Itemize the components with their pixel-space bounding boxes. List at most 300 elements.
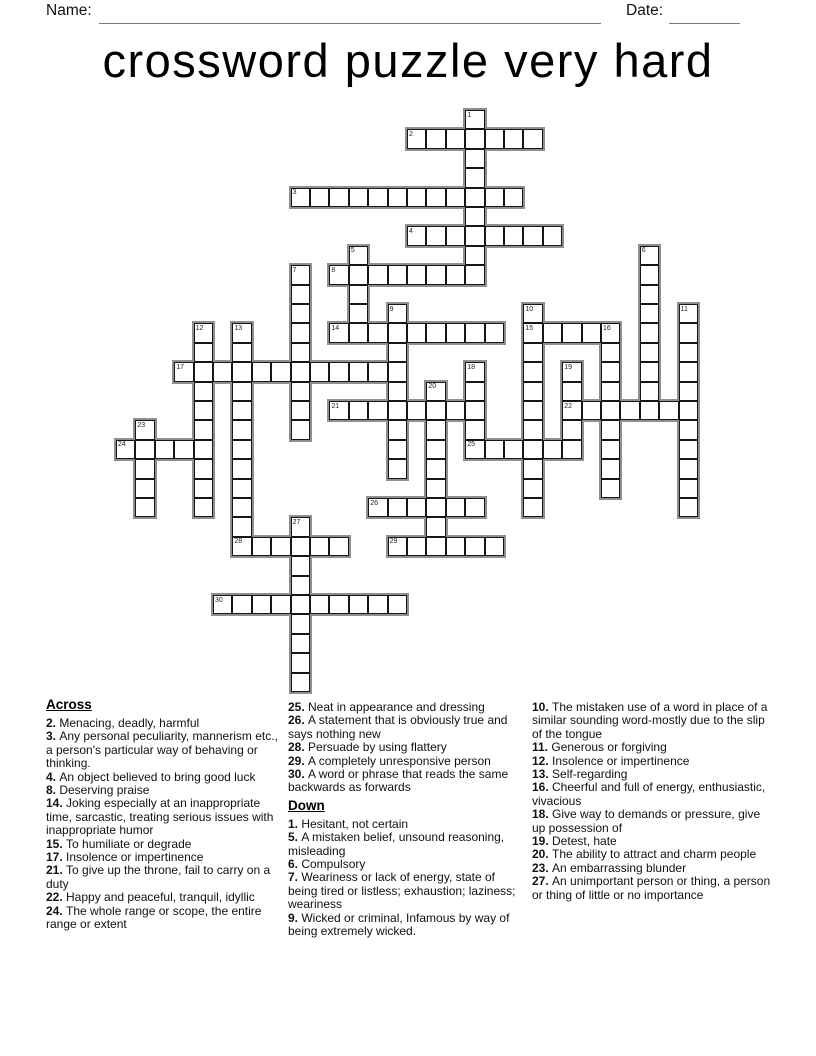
grid-cell-14-27[interactable] bbox=[640, 382, 659, 401]
grid-cell-22-7[interactable] bbox=[252, 537, 271, 556]
grid-cell-17-20[interactable] bbox=[504, 440, 523, 459]
grid-cell-15-16[interactable] bbox=[426, 401, 445, 420]
grid-cell-8-17[interactable] bbox=[446, 265, 465, 284]
grid-cell-15-4[interactable] bbox=[194, 401, 213, 420]
grid-cell-3-18[interactable] bbox=[465, 168, 484, 187]
grid-cell-5-18[interactable] bbox=[465, 207, 484, 226]
grid-cell-1-21[interactable] bbox=[523, 129, 542, 148]
clue-number-15: 15 bbox=[525, 324, 534, 332]
grid-cell-15-25[interactable] bbox=[601, 401, 620, 420]
clue-down-16-text: Cheerful and full of energy, enthusiastic, vivacious bbox=[532, 780, 766, 808]
grid-cell-19-29[interactable] bbox=[679, 479, 698, 498]
grid-cell-8-16[interactable] bbox=[426, 265, 445, 284]
clue-across-3-text: Any personal peculiarity, mannerism etc., a person's particular way of behaving or thinking. bbox=[46, 729, 278, 771]
grid-cell-23-9[interactable] bbox=[291, 556, 310, 575]
clue-across-17-number: 17. bbox=[46, 850, 67, 865]
grid-cell-1-20[interactable] bbox=[504, 129, 523, 148]
clue-across-26-number: 26. bbox=[288, 713, 309, 728]
grid-cell-15-18[interactable] bbox=[465, 401, 484, 420]
grid-cell-12-21[interactable] bbox=[523, 343, 542, 362]
grid-cell-4-15[interactable] bbox=[407, 188, 426, 207]
clue-down-20-text: The ability to attract and charm people bbox=[552, 847, 757, 862]
grid-cell-1-18[interactable] bbox=[465, 129, 484, 148]
grid-cell-17-25[interactable] bbox=[601, 440, 620, 459]
grid-cell-15-14[interactable] bbox=[388, 401, 407, 420]
clue-across-26 bbox=[288, 714, 516, 741]
clue-number-20: 20 bbox=[428, 383, 437, 391]
grid-cell-14-21[interactable] bbox=[523, 382, 542, 401]
clue-across-15-number: 15. bbox=[46, 836, 67, 851]
grid-cell-6-20[interactable] bbox=[504, 226, 523, 245]
grid-cell-17-19[interactable] bbox=[485, 440, 504, 459]
grid-cell-9-12[interactable] bbox=[349, 285, 368, 304]
grid-cell-22-8[interactable] bbox=[271, 537, 290, 556]
grid-cell-16-21[interactable] bbox=[523, 420, 542, 439]
grid-cell-14-9[interactable] bbox=[291, 382, 310, 401]
grid-cell-25-14[interactable] bbox=[388, 595, 407, 614]
clue-across-3 bbox=[46, 730, 279, 770]
clue-down-9 bbox=[288, 912, 516, 939]
grid-cell-9-27[interactable] bbox=[640, 285, 659, 304]
clue-down-1-text: Hesitant, not certain bbox=[301, 816, 409, 831]
grid-cell-25-10[interactable] bbox=[310, 595, 329, 614]
clue-across-29-number: 29. bbox=[288, 753, 309, 768]
grid-cell-28-9[interactable] bbox=[291, 653, 310, 672]
grid-cell-25-8[interactable] bbox=[271, 595, 290, 614]
clue-across-26-text: A statement that is obviously true and says nothing new bbox=[288, 713, 508, 741]
grid-cell-4-14[interactable] bbox=[388, 188, 407, 207]
grid-cell-18-6[interactable] bbox=[232, 459, 251, 478]
clue-down-11-text: Generous or forgiving bbox=[551, 740, 667, 755]
clue-down-5-text: A mistaken belief, unsound reasoning, misleading bbox=[288, 830, 505, 858]
clue-number-5: 5 bbox=[350, 247, 355, 255]
clue-number-4: 4 bbox=[409, 227, 413, 235]
grid-cell-15-21[interactable] bbox=[523, 401, 542, 420]
grid-cell-20-16[interactable] bbox=[426, 498, 445, 517]
grid-cell-17-3[interactable] bbox=[174, 440, 193, 459]
grid-cell-11-18[interactable] bbox=[465, 323, 484, 342]
grid-cell-15-9[interactable] bbox=[291, 401, 310, 420]
grid-cell-6-22[interactable] bbox=[543, 226, 562, 245]
grid-cell-8-14[interactable] bbox=[388, 265, 407, 284]
grid-cell-11-19[interactable] bbox=[485, 323, 504, 342]
clue-across-24-text: The whole range or scope, the entire range or extent bbox=[46, 903, 262, 932]
grid-cell-20-17[interactable] bbox=[446, 498, 465, 517]
clue-number-2: 2 bbox=[409, 130, 413, 138]
grid-cell-15-29[interactable] bbox=[679, 401, 698, 420]
grid-cell-13-25[interactable] bbox=[601, 362, 620, 381]
grid-cell-15-26[interactable] bbox=[620, 401, 639, 420]
grid-cell-8-27[interactable] bbox=[640, 265, 659, 284]
across-clue-list-1 bbox=[46, 717, 279, 932]
clue-across-28 bbox=[288, 741, 516, 754]
grid-cell-16-23[interactable] bbox=[562, 420, 581, 439]
across-heading: Across bbox=[46, 697, 92, 712]
clue-down-7 bbox=[288, 871, 516, 911]
grid-cell-13-5[interactable] bbox=[213, 362, 232, 381]
grid-cell-11-12[interactable] bbox=[349, 323, 368, 342]
grid-cell-15-6[interactable] bbox=[232, 401, 251, 420]
grid-cell-13-4[interactable] bbox=[194, 362, 213, 381]
grid-cell-4-11[interactable] bbox=[329, 188, 348, 207]
grid-cell-14-23[interactable] bbox=[562, 382, 581, 401]
grid-cell-15-15[interactable] bbox=[407, 401, 426, 420]
grid-cell-17-14[interactable] bbox=[388, 440, 407, 459]
grid-cell-8-12[interactable] bbox=[349, 265, 368, 284]
clue-number-13: 13 bbox=[234, 324, 243, 332]
grid-cell-12-9[interactable] bbox=[291, 343, 310, 362]
grid-cell-6-18[interactable] bbox=[465, 226, 484, 245]
clue-number-18: 18 bbox=[467, 363, 475, 371]
down-clue-list-1 bbox=[288, 818, 516, 939]
grid-cell-13-21[interactable] bbox=[523, 362, 542, 381]
clue-down-13-number: 13. bbox=[532, 767, 553, 782]
clue-across-14 bbox=[46, 797, 279, 837]
grid-cell-13-11[interactable] bbox=[329, 362, 348, 381]
grid-cell-15-13[interactable] bbox=[368, 401, 387, 420]
clue-down-7-number: 7. bbox=[288, 870, 302, 885]
grid-cell-6-21[interactable] bbox=[523, 226, 542, 245]
page-title: crossword puzzle very hard bbox=[102, 34, 714, 87]
grid-cell-10-27[interactable] bbox=[640, 304, 659, 323]
grid-cell-16-16[interactable] bbox=[426, 420, 445, 439]
clue-down-10-number: 10. bbox=[532, 700, 553, 714]
grid-cell-20-21[interactable] bbox=[523, 498, 542, 517]
grid-cell-13-13[interactable] bbox=[368, 362, 387, 381]
clue-number-7: 7 bbox=[292, 266, 297, 274]
clue-down-20-number: 20. bbox=[532, 847, 553, 862]
clue-across-25-text: Neat in appearance and dressing bbox=[308, 700, 485, 714]
clue-number-28: 28 bbox=[234, 538, 243, 546]
grid-cell-11-17[interactable] bbox=[446, 323, 465, 342]
grid-cell-11-27[interactable] bbox=[640, 323, 659, 342]
grid-cell-17-22[interactable] bbox=[543, 440, 562, 459]
clue-down-12 bbox=[532, 755, 772, 768]
grid-cell-29-9[interactable] bbox=[291, 673, 310, 692]
clue-down-19-number: 19. bbox=[532, 834, 553, 849]
grid-cell-13-29[interactable] bbox=[679, 362, 698, 381]
grid-cell-20-4[interactable] bbox=[194, 498, 213, 517]
down-clue-list-2 bbox=[532, 701, 772, 902]
clue-down-20 bbox=[532, 848, 772, 861]
clue-down-1 bbox=[288, 818, 516, 831]
grid-cell-14-6[interactable] bbox=[232, 382, 251, 401]
grid-cell-14-4[interactable] bbox=[194, 382, 213, 401]
clue-down-16-number: 16. bbox=[532, 780, 553, 795]
clue-down-19 bbox=[532, 835, 772, 848]
grid-cell-22-18[interactable] bbox=[465, 537, 484, 556]
clue-down-18-text: Give way to demands or pressure, give up possession of bbox=[532, 807, 761, 835]
grid-cell-22-17[interactable] bbox=[446, 537, 465, 556]
grid-cell-14-29[interactable] bbox=[679, 382, 698, 401]
clue-down-12-number: 12. bbox=[532, 753, 553, 768]
clue-number-10: 10 bbox=[525, 305, 534, 313]
clue-down-9-text: Wicked or criminal, Infamous by way of being extremely wicked. bbox=[288, 910, 510, 939]
grid-cell-18-1[interactable] bbox=[135, 459, 154, 478]
grid-cell-15-24[interactable] bbox=[582, 401, 601, 420]
clue-number-29: 29 bbox=[389, 538, 398, 546]
grid-cell-13-14[interactable] bbox=[388, 362, 407, 381]
clue-across-4-text: An object believed to bring good luck bbox=[59, 769, 256, 784]
grid-cell-18-4[interactable] bbox=[194, 459, 213, 478]
clue-number-25: 25 bbox=[467, 441, 475, 449]
clue-down-27 bbox=[532, 875, 772, 902]
grid-cell-22-19[interactable] bbox=[485, 537, 504, 556]
grid-cell-20-1[interactable] bbox=[135, 498, 154, 517]
grid-cell-6-19[interactable] bbox=[485, 226, 504, 245]
grid-cell-12-29[interactable] bbox=[679, 343, 698, 362]
grid-cell-19-4[interactable] bbox=[194, 479, 213, 498]
grid-cell-11-9[interactable] bbox=[291, 323, 310, 342]
clue-across-25 bbox=[288, 701, 516, 714]
clue-down-19-text: Detest, hate bbox=[552, 834, 617, 849]
clue-across-29-text: A completely unresponsive person bbox=[308, 753, 491, 768]
grid-cell-25-9[interactable] bbox=[291, 595, 310, 614]
grid-cell-11-16[interactable] bbox=[426, 323, 445, 342]
grid-cell-4-13[interactable] bbox=[368, 188, 387, 207]
grid-cell-2-18[interactable] bbox=[465, 149, 484, 168]
grid-cell-19-1[interactable] bbox=[135, 479, 154, 498]
clue-number-3: 3 bbox=[292, 189, 297, 197]
grid-cell-17-16[interactable] bbox=[426, 440, 445, 459]
grid-cell-21-16[interactable] bbox=[426, 517, 445, 536]
clue-across-25-number: 25. bbox=[288, 700, 309, 714]
grid-cell-8-15[interactable] bbox=[407, 265, 426, 284]
grid-cell-11-24[interactable] bbox=[582, 323, 601, 342]
grid-cell-20-15[interactable] bbox=[407, 498, 426, 517]
clue-across-14-number: 14. bbox=[46, 796, 67, 811]
clue-across-2-number: 2. bbox=[46, 716, 60, 730]
grid-cell-26-9[interactable] bbox=[291, 614, 310, 633]
grid-cell-11-23[interactable] bbox=[562, 323, 581, 342]
clue-across-22-number: 22. bbox=[46, 890, 67, 905]
clue-down-6 bbox=[288, 858, 516, 871]
clue-across-22-text: Happy and peaceful, tranquil, idyllic bbox=[66, 890, 255, 905]
grid-cell-21-6[interactable] bbox=[232, 517, 251, 536]
grid-cell-8-18[interactable] bbox=[465, 265, 484, 284]
clue-across-28-text: Persuade by using flattery bbox=[308, 740, 447, 755]
clue-number-16: 16 bbox=[603, 324, 611, 332]
grid-cell-16-25[interactable] bbox=[601, 420, 620, 439]
grid-cell-13-8[interactable] bbox=[271, 362, 290, 381]
grid-cell-15-17[interactable] bbox=[446, 401, 465, 420]
clue-number-12: 12 bbox=[195, 324, 204, 332]
clue-across-4 bbox=[46, 771, 279, 784]
grid-cell-17-1[interactable] bbox=[135, 440, 154, 459]
clue-across-30-text: A word or phrase that reads the same backwards as forwards bbox=[288, 767, 509, 795]
grid-cell-8-13[interactable] bbox=[368, 265, 387, 284]
clue-number-6: 6 bbox=[641, 247, 646, 255]
grid-cell-14-25[interactable] bbox=[601, 382, 620, 401]
clue-across-28-number: 28. bbox=[288, 740, 309, 755]
grid-cell-12-6[interactable] bbox=[232, 343, 251, 362]
grid-cell-18-14[interactable] bbox=[388, 459, 407, 478]
clue-across-8-text: Deserving praise bbox=[59, 783, 150, 798]
grid-cell-4-18[interactable] bbox=[465, 188, 484, 207]
clue-down-23-text: An embarrassing blunder bbox=[552, 860, 687, 875]
grid-cell-12-14[interactable] bbox=[388, 343, 407, 362]
clue-down-27-text: An unimportant person or thing, a person or thing of little or no importance bbox=[532, 874, 771, 902]
grid-cell-19-16[interactable] bbox=[426, 479, 445, 498]
grid-cell-15-28[interactable] bbox=[659, 401, 678, 420]
grid-cell-20-29[interactable] bbox=[679, 498, 698, 517]
clue-across-2 bbox=[46, 717, 279, 730]
clue-down-7-text: Weariness or lack of energy, state of being tired or listless; exhaustion; laziness; weariness bbox=[288, 870, 516, 912]
clue-across-21 bbox=[46, 864, 279, 891]
clue-down-11-number: 11. bbox=[532, 740, 552, 755]
grid-cell-25-7[interactable] bbox=[252, 595, 271, 614]
grid-cell-25-6[interactable] bbox=[232, 595, 251, 614]
clue-across-8-number: 8. bbox=[46, 783, 60, 798]
grid-cell-1-19[interactable] bbox=[485, 129, 504, 148]
clue-across-24 bbox=[46, 905, 279, 932]
grid-cell-13-9[interactable] bbox=[291, 362, 310, 381]
clue-down-5-number: 5. bbox=[288, 830, 302, 845]
clue-down-10-text: The mistaken use of a word in place of a similar sounding word-mostly due to the slip of the tongue bbox=[532, 700, 768, 741]
clue-across-17-text: Insolence or impertinence bbox=[66, 850, 204, 865]
grid-cell-6-16[interactable] bbox=[426, 226, 445, 245]
grid-cell-22-11[interactable] bbox=[329, 537, 348, 556]
grid-cell-22-16[interactable] bbox=[426, 537, 445, 556]
grid-cell-13-6[interactable] bbox=[232, 362, 251, 381]
date-label: Date: bbox=[626, 2, 664, 19]
grid-cell-4-10[interactable] bbox=[310, 188, 329, 207]
clue-down-16 bbox=[532, 781, 772, 808]
clue-down-6-number: 6. bbox=[288, 857, 302, 872]
clue-down-11 bbox=[532, 741, 772, 754]
grid-cell-27-9[interactable] bbox=[291, 634, 310, 653]
grid-cell-20-6[interactable] bbox=[232, 498, 251, 517]
clue-across-15 bbox=[46, 838, 279, 851]
grid-cell-17-6[interactable] bbox=[232, 440, 251, 459]
grid-cell-10-12[interactable] bbox=[349, 304, 368, 323]
grid-cell-25-13[interactable] bbox=[368, 595, 387, 614]
grid-cell-19-25[interactable] bbox=[601, 479, 620, 498]
grid-cell-13-10[interactable] bbox=[310, 362, 329, 381]
clue-number-22: 22 bbox=[564, 402, 572, 410]
grid-cell-22-10[interactable] bbox=[310, 537, 329, 556]
clue-across-3-number: 3. bbox=[46, 729, 60, 744]
clue-across-30 bbox=[288, 768, 516, 795]
grid-cell-1-17[interactable] bbox=[446, 129, 465, 148]
grid-cell-15-12[interactable] bbox=[349, 401, 368, 420]
grid-cell-18-29[interactable] bbox=[679, 459, 698, 478]
grid-cell-16-14[interactable] bbox=[388, 420, 407, 439]
clue-number-1: 1 bbox=[467, 111, 472, 119]
clue-across-29 bbox=[288, 755, 516, 768]
grid-cell-19-6[interactable] bbox=[232, 479, 251, 498]
grid-cell-17-29[interactable] bbox=[679, 440, 698, 459]
clue-number-9: 9 bbox=[389, 305, 394, 313]
clue-across-30-number: 30. bbox=[288, 767, 309, 782]
clue-number-17: 17 bbox=[176, 363, 184, 371]
grid-cell-16-18[interactable] bbox=[465, 420, 484, 439]
grid-cell-12-27[interactable] bbox=[640, 343, 659, 362]
clue-down-23 bbox=[532, 862, 772, 875]
across-clue-list-2 bbox=[288, 701, 516, 795]
clue-number-26: 26 bbox=[370, 499, 378, 507]
clue-across-17 bbox=[46, 851, 279, 864]
grid-cell-25-12[interactable] bbox=[349, 595, 368, 614]
clues-column-2 bbox=[288, 701, 516, 939]
grid-cell-4-12[interactable] bbox=[349, 188, 368, 207]
clue-down-13 bbox=[532, 768, 772, 781]
clue-across-4-number: 4. bbox=[46, 769, 60, 784]
grid-cell-16-6[interactable] bbox=[232, 420, 251, 439]
grid-cell-11-29[interactable] bbox=[679, 323, 698, 342]
grid-cell-9-9[interactable] bbox=[291, 285, 310, 304]
grid-cell-4-20[interactable] bbox=[504, 188, 523, 207]
grid-cell-11-13[interactable] bbox=[368, 323, 387, 342]
clues-column-1 bbox=[46, 697, 279, 932]
grid-cell-13-12[interactable] bbox=[349, 362, 368, 381]
grid-cell-24-9[interactable] bbox=[291, 576, 310, 595]
grid-cell-4-16[interactable] bbox=[426, 188, 445, 207]
name-label: Name: bbox=[46, 2, 92, 19]
grid-cell-18-25[interactable] bbox=[601, 459, 620, 478]
grid-cell-11-22[interactable] bbox=[543, 323, 562, 342]
grid-cell-1-16[interactable] bbox=[426, 129, 445, 148]
clue-number-23: 23 bbox=[137, 421, 146, 429]
grid-cell-12-4[interactable] bbox=[194, 343, 213, 362]
grid-cell-10-9[interactable] bbox=[291, 304, 310, 323]
clue-down-1-number: 1. bbox=[288, 816, 302, 831]
clue-across-22 bbox=[46, 891, 279, 904]
grid-cell-4-17[interactable] bbox=[446, 188, 465, 207]
grid-cell-17-21[interactable] bbox=[523, 440, 542, 459]
clue-down-6-text: Compulsory bbox=[301, 857, 366, 872]
grid-cell-20-18[interactable] bbox=[465, 498, 484, 517]
grid-cell-19-21[interactable] bbox=[523, 479, 542, 498]
grid-cell-17-23[interactable] bbox=[562, 440, 581, 459]
clue-down-27-number: 27. bbox=[532, 874, 553, 889]
clue-across-24-number: 24. bbox=[46, 903, 67, 918]
grid-cell-15-27[interactable] bbox=[640, 401, 659, 420]
grid-cell-17-2[interactable] bbox=[155, 440, 174, 459]
grid-cell-14-18[interactable] bbox=[465, 382, 484, 401]
grid-cell-11-14[interactable] bbox=[388, 323, 407, 342]
clue-across-15-text: To humiliate or degrade bbox=[66, 836, 192, 851]
grid-cell-20-14[interactable] bbox=[388, 498, 407, 517]
grid-cell-13-27[interactable] bbox=[640, 362, 659, 381]
grid-cell-7-18[interactable] bbox=[465, 246, 484, 265]
clue-down-5 bbox=[288, 831, 516, 858]
clues-column-3 bbox=[532, 701, 772, 902]
grid-cell-22-15[interactable] bbox=[407, 537, 426, 556]
grid-cell-25-11[interactable] bbox=[329, 595, 348, 614]
clue-number-21: 21 bbox=[331, 402, 340, 410]
grid-cell-6-17[interactable] bbox=[446, 226, 465, 245]
grid-cell-16-29[interactable] bbox=[679, 420, 698, 439]
grid-cell-13-7[interactable] bbox=[252, 362, 271, 381]
clue-across-14-text: Joking especially at an inappropriate time, sarcastic, treating serious issues with inappropriate humor bbox=[46, 796, 274, 838]
clue-down-18 bbox=[532, 808, 772, 835]
clue-number-19: 19 bbox=[564, 363, 572, 371]
grid-cell-16-4[interactable] bbox=[194, 420, 213, 439]
clue-number-11: 11 bbox=[680, 305, 688, 313]
grid-cell-22-9[interactable] bbox=[291, 537, 310, 556]
grid-cell-4-19[interactable] bbox=[485, 188, 504, 207]
grid-cell-16-9[interactable] bbox=[291, 420, 310, 439]
grid-cell-18-21[interactable] bbox=[523, 459, 542, 478]
grid-cell-11-15[interactable] bbox=[407, 323, 426, 342]
down-heading: Down bbox=[288, 797, 325, 813]
grid-cell-14-14[interactable] bbox=[388, 382, 407, 401]
grid-cell-17-4[interactable] bbox=[194, 440, 213, 459]
grid-cell-18-16[interactable] bbox=[426, 459, 445, 478]
clue-across-21-text: To give up the throne, fail to carry on a duty bbox=[46, 863, 271, 891]
grid-cell-12-25[interactable] bbox=[601, 343, 620, 362]
